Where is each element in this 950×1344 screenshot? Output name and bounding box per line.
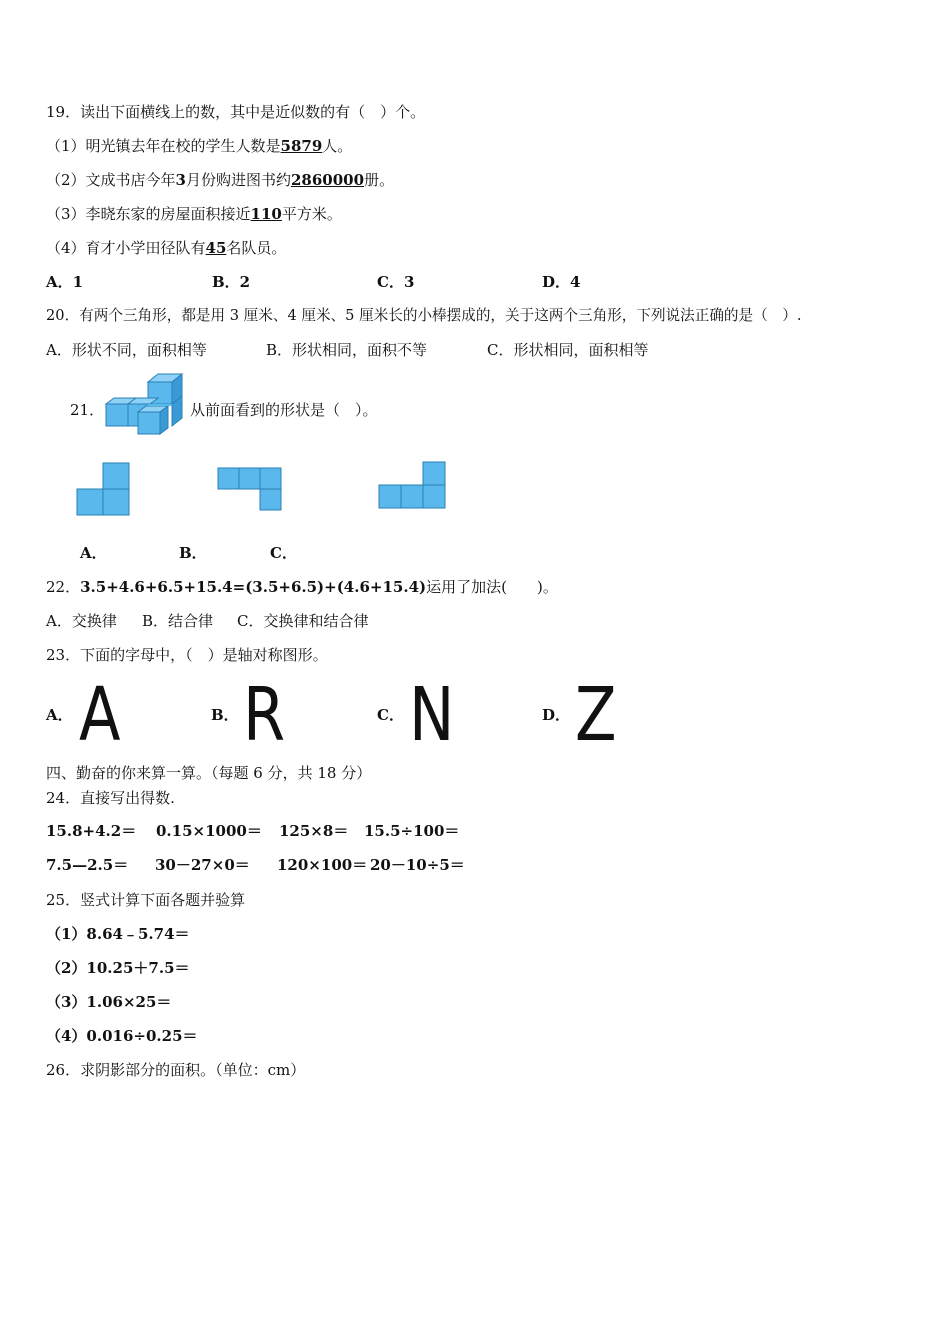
q20-option-a[interactable]: A．形状不同，面积相等 <box>46 341 207 359</box>
q20-option-c[interactable]: C．形状相同，面积相等 <box>487 341 649 359</box>
q22-stem: 22．3.5+4.6+6.5+15.4=(3.5+6.5)+(4.6+15.4)运用了加法( )。 <box>46 578 558 596</box>
q21-number: 21． <box>70 401 105 419</box>
q21-option-b-shape[interactable] <box>217 467 283 513</box>
q24-row2-item-2: 30－27×0＝ <box>155 856 250 874</box>
q21-option-c[interactable]: C． <box>270 544 297 562</box>
q25-item-2: （2）10.25＋7.5＝ <box>46 959 190 977</box>
q19-option-c[interactable]: C．3 <box>377 273 415 291</box>
q19-item-2: （2）文成书店今年3月份购进图书约2860000册。 <box>46 171 395 189</box>
q19-option-b[interactable]: B．2 <box>212 273 251 291</box>
q19-option-d[interactable]: D．4 <box>542 273 581 291</box>
q20-option-b[interactable]: B．形状相同，面积不等 <box>266 341 428 359</box>
q24-row1-item-1: 15.8+4.2＝ <box>46 822 137 840</box>
q25-item-3: （3）1.06×25＝ <box>46 993 172 1011</box>
q23-letter-a: A <box>79 672 121 758</box>
q22-option-b[interactable]: B．结合律 <box>142 612 214 630</box>
q23-option-a-label[interactable]: A． <box>46 706 73 724</box>
q22-option-a[interactable]: A．交换律 <box>46 612 117 630</box>
q23-option-c-label[interactable]: C． <box>377 706 404 724</box>
q24-row2-item-4: 20－10÷5＝ <box>370 856 465 874</box>
q23-stem: 23．下面的字母中，（ ）是轴对称图形。 <box>46 646 328 664</box>
q24-row1-item-3: 125×8＝ <box>279 822 349 840</box>
q24-row1-item-2: 0.15×1000＝ <box>156 822 262 840</box>
q21-stem: 从前面看到的形状是（ ）。 <box>190 401 378 419</box>
q24-row1-item-4: 15.5÷100＝ <box>364 822 460 840</box>
q21-option-a[interactable]: A． <box>80 544 107 562</box>
q21-cube-stack-figure <box>104 374 188 438</box>
q20-stem: 20．有两个三角形，都是用 3 厘米、4 厘米、5 厘米长的小棒摆成的，关于这两个三角形，下列说法正确的是（ ）. <box>46 307 802 324</box>
q23-option-d-label[interactable]: D． <box>542 706 571 724</box>
q19-item-3: （3）李晓东家的房屋面积接近110平方米。 <box>46 205 342 223</box>
q19-option-a[interactable]: A．1 <box>46 273 84 291</box>
q25-item-1: （1）8.64﹣5.74＝ <box>46 925 190 943</box>
q21-option-a-shape[interactable] <box>76 462 132 518</box>
q24-row2-item-1: 7.5—2.5＝ <box>46 856 129 874</box>
q22-option-c[interactable]: C．交换律和结合律 <box>237 612 369 630</box>
section-4-title: 四、勤奋的你来算一算。（每题 6 分，共 18 分） <box>46 764 372 782</box>
q19-stem: 19．读出下面横线上的数，其中是近似数的有（ ）个。 <box>46 103 426 121</box>
q19-item-1: （1）明光镇去年在校的学生人数是5879人。 <box>46 137 353 155</box>
q26-stem: 26．求阴影部分的面积。（单位：cm） <box>46 1061 306 1079</box>
q19-item-4: （4）育才小学田径队有45名队员。 <box>46 239 287 257</box>
q23-letter-r: R <box>243 672 286 758</box>
q25-item-4: （4）0.016÷0.25＝ <box>46 1027 198 1045</box>
q23-letter-n: N <box>409 672 455 758</box>
q23-option-b-label[interactable]: B． <box>211 706 239 724</box>
q21-option-c-shape[interactable] <box>378 461 448 511</box>
q23-letter-z: Z <box>575 672 617 758</box>
q24-stem: 24．直接写出得数. <box>46 789 175 807</box>
q21-option-b[interactable]: B． <box>179 544 207 562</box>
q24-row2-item-3: 120×100＝ <box>277 856 368 874</box>
q25-stem: 25．竖式计算下面各题并验算 <box>46 891 246 909</box>
